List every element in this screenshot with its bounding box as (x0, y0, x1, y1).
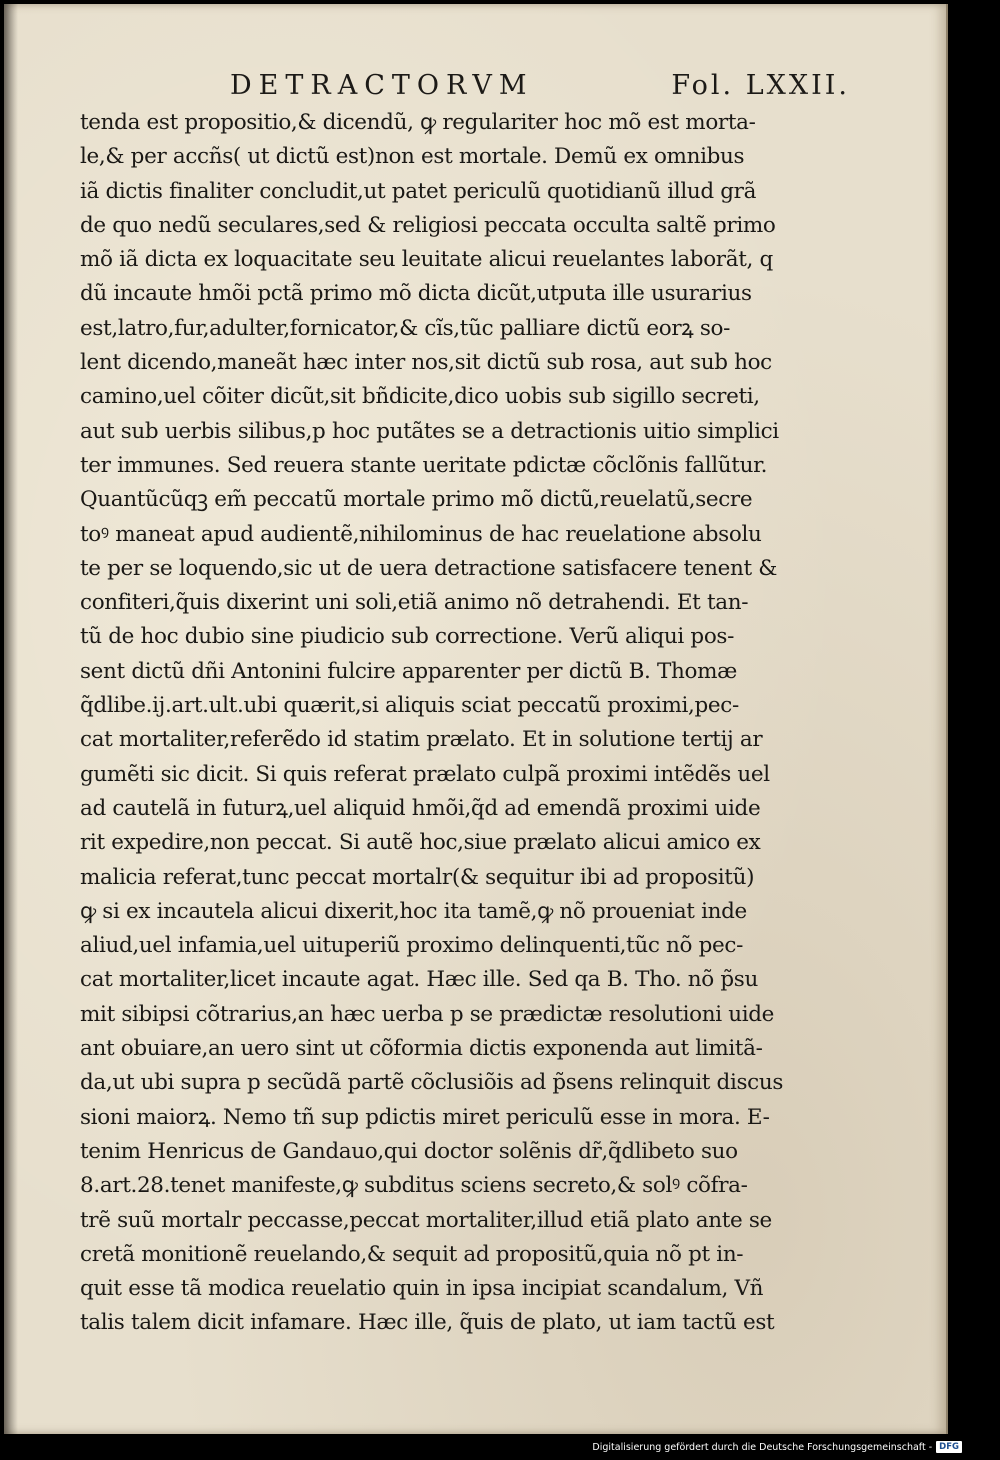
gutter-shadow (4, 4, 18, 1434)
text-line: cretã monitionẽ reuelando,& sequit ad propositũ,quia nõ pt in- (80, 1241, 744, 1267)
text-line: cat mortaliter,referẽdo id statim prælato. Et in solutione tertij ar (80, 727, 763, 753)
text-line: Quantũcũqꝫ em̃ peccatũ mortale primo mõ dictũ,reuelatũ,secre (80, 487, 753, 513)
text-line: ꝙ si ex incautela alicui dixerit,hoc ita tamẽ,ꝙ nõ proueniat inde (80, 898, 747, 924)
footer-credit (592, 1440, 962, 1454)
text-line: te per se loquendo,sic ut de uera detractione satisfacere tenent & (80, 555, 778, 581)
text-line: malicia referat,tunc peccat mortalr(& sequitur ibi ad propositũ) (80, 864, 755, 890)
folio-number: Fol. LXXII. (671, 70, 850, 101)
text-line: mit sibipsi cõtrarius,an hæc uerba p se prædictæ resolutioni uide (80, 1001, 775, 1027)
text-line: ant obuiare,an uero sint ut cõformia dictis exponenda aut limitã- (80, 1036, 763, 1062)
book-page (4, 4, 948, 1434)
text-line: quit esse tã modica reuelatio quin in ipsa incipiat scandalum, Vñ (80, 1276, 764, 1302)
text-line: sent dictũ dñi Antonini fulcire apparenter per dictũ B. Thomæ (80, 658, 738, 684)
text-line: 8.art.28.tenet manifeste,ꝙ subditus sciens secreto,& solꝰ cõfra- (80, 1173, 748, 1199)
text-line: cat mortaliter,licet incaute agat. Hæc ille. Sed qa B. Tho. nõ p̃su (80, 967, 758, 993)
text-line: ad cautelã in futurꝝ,uel aliquid hmõi,q̃d ad emendã proximi uide (80, 795, 761, 821)
text-line: aut sub uerbis silibus,p hoc putãtes se a detractionis uitio simplici (80, 418, 779, 444)
running-head-title: DETRACTORVM (230, 70, 534, 101)
text-line: mõ iã dicta ex loquacitate seu leuitate alicui reuelantes laborãt, q (80, 247, 773, 273)
text-line: da,ut ubi supra p secũdã partẽ cõclusiõis ad p̃sens relinquit discus (80, 1070, 784, 1096)
text-line: toꝰ maneat apud audientẽ,nihilominus de hac reuelatione absolu (80, 521, 762, 547)
text-line: le,& per accñs( ut dictũ est)non est mortale. Demũ ex omnibus (80, 144, 745, 170)
text-line: trẽ suũ mortalr peccasse,peccat mortaliter,illud etiã plato ante se (80, 1207, 772, 1233)
text-line: sioni maiorꝝ. Nemo tñ sup pdictis miret periculũ esse in mora. E- (80, 1104, 770, 1130)
text-line: ter immunes. Sed reuera stante ueritate pdictæ cõclõnis fallũtur. (80, 452, 768, 478)
text-line: dũ incaute hmõi pctã primo mõ dicta dicũt,utputa ille usurarius (80, 281, 752, 307)
text-line: confiteri,q̃uis dixerint uni soli,etiã animo nõ detrahendi. Et tan- (80, 590, 749, 616)
text-line: lent dicendo,maneãt hæc inter nos,sit dictũ sub rosa, aut sub hoc (80, 350, 772, 376)
text-line: tenim Henricus de Gandauo,qui doctor solẽnis dr̃,q̃dlibeto suo (80, 1138, 738, 1164)
body-text (80, 106, 850, 1341)
text-line: tenda est propositio,& dicendũ, ꝙ regulariter hoc mõ est morta- (80, 110, 756, 135)
text-line: talis talem dicit infamare. Hæc ille, q̃uis de plato, ut iam tactũ est (80, 1310, 775, 1336)
text-line: aliud,uel infamia,uel uituperiũ proximo delinquenti,tũc nõ pec- (80, 933, 744, 959)
text-line: de quo nedũ seculares,sed & religiosi peccata occulta saltẽ primo (80, 212, 776, 238)
running-head (4, 70, 946, 110)
footer-credit-text: Digitalisierung gefördert durch die Deutsche Forschungsgemeinschaft - (592, 1441, 933, 1453)
text-line: gumẽti sic dicit. Si quis referat prælato culpã proximi intẽdẽs uel (80, 761, 770, 787)
dfg-logo: DFG (936, 1441, 962, 1453)
text-line: est,latro,fur,adulter,fornicator,& cĩs,tũc palliare dictũ eorꝝ so- (80, 315, 731, 341)
text-line: rit expedire,non peccat. Si autẽ hoc,siue prælato alicui amico ex (80, 830, 761, 856)
text-line: camino,uel cõiter dicũt,sit bñdicite,dico uobis sub sigillo secreti, (80, 384, 760, 410)
text-line: tũ de hoc dubio sine piudicio sub correctione. Verũ aliqui pos- (80, 624, 735, 650)
text-line: q̃dlibe.ij.art.ult.ubi quærit,si aliquis sciat peccatũ proximi,pec- (80, 693, 739, 719)
text-line: iã dictis finaliter concludit,ut patet periculũ quotidianũ illud grã (80, 178, 757, 204)
